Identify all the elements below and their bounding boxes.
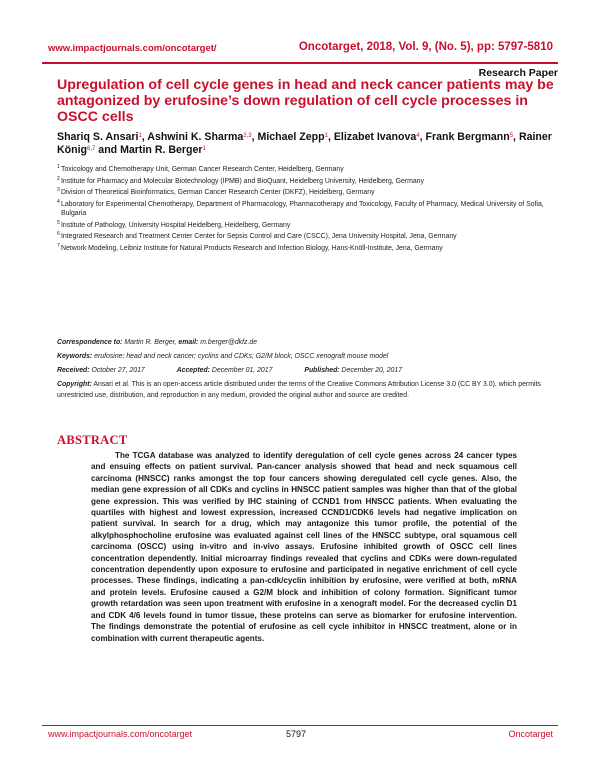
- author-name: Martin R. Berger: [120, 144, 203, 156]
- received-date: October 27, 2017: [91, 367, 145, 374]
- email-label: email:: [178, 339, 199, 346]
- author-name: Rainer König: [57, 131, 552, 156]
- author-list: [57, 131, 555, 157]
- dates-line: [57, 366, 555, 375]
- keywords-line: [57, 352, 555, 361]
- affiliation-number: 2: [57, 175, 60, 182]
- affiliation-text: Institute for Pharmacy and Molecular Biotechnology (IPMB) and BioQuant, Heidelberg University, Heidelberg, Germany: [61, 177, 424, 185]
- affiliation-item: [57, 177, 555, 186]
- affiliation-text: Laboratory for Experimental Chemotherapy, Department of Pharmacology, Pharmacotherapy and Toxicology, Faculty of Pharmacy, Medical University of Sofia, Bulgaria: [61, 200, 544, 218]
- affiliation-text: Institute of Pathology, University Hospital Heidelberg, Heidelberg, Germany: [61, 221, 291, 229]
- affiliation-text: Toxicology and Chemotherapy Unit, German Cancer Research Center, Heidelberg, Germany: [61, 166, 344, 173]
- author-separator: ,: [513, 131, 519, 143]
- author-affiliation-mark: 1: [324, 133, 328, 139]
- article-type-label: Research Paper: [478, 67, 558, 79]
- correspondence-email[interactable]: m.berger@dkfz.de: [200, 339, 258, 346]
- affiliation-item: [57, 221, 555, 230]
- journal-url-header[interactable]: www.impactjournals.com/oncotarget/: [48, 43, 217, 54]
- keywords-text: erufosine; head and neck cancer; cyclins and CDKs; G2/M block; OSCC xenograft mouse model: [94, 353, 389, 360]
- citation-header: Oncotarget, 2018, Vol. 9, (No. 5), pp: 5797-5810: [298, 41, 553, 53]
- author-affiliation-mark: 6,7: [87, 146, 96, 152]
- affiliation-list: [57, 165, 555, 256]
- author-name: Elizabet Ivanova: [333, 131, 417, 143]
- affiliation-item: [57, 232, 555, 241]
- correspondence-line: [57, 338, 555, 347]
- affiliation-number: 3: [57, 187, 60, 194]
- copyright-text: Ansari et al. This is an open-access article distributed under the terms of the Creative Commons Attribution License 3.0 (CC BY 3.0), which permits unrestricted use, distribution, and reproduction in any medium, provided the original author and source are credited.: [57, 381, 541, 399]
- accepted-label: Accepted:: [176, 367, 210, 374]
- author-separator: ,: [419, 131, 426, 143]
- published-date: December 20, 2017: [341, 367, 403, 374]
- author-affiliation-mark: 2,3: [243, 133, 252, 139]
- page-number: 5797: [286, 729, 307, 739]
- affiliation-number: 1: [57, 164, 60, 170]
- author-name: Ashwini K. Sharma: [147, 131, 244, 143]
- keywords-label: Keywords:: [57, 353, 93, 360]
- affiliation-item: [57, 244, 555, 253]
- author-separator: and: [95, 144, 121, 156]
- accepted-date: December 01, 2017: [211, 367, 273, 374]
- affiliation-text: Network Modeling, Leibniz Institute for Natural Products Research and Infection Biology, Hans-Knöll-Institute, Jena, Germany: [61, 244, 443, 252]
- author-affiliation-mark: 5: [509, 133, 514, 139]
- author-affiliation-mark: 4: [416, 133, 420, 139]
- author-name: Frank Bergmann: [425, 131, 510, 143]
- abstract-heading: ABSTRACT: [57, 433, 128, 447]
- received-label: Received:: [57, 367, 90, 374]
- affiliation-number: 6: [57, 231, 60, 238]
- author-separator: ,: [141, 131, 148, 143]
- affiliation-number: 7: [57, 242, 60, 249]
- affiliation-item: [57, 188, 555, 197]
- paper-title: Upregulation of cell cycle genes in head and neck cancer patients may be antagonized by erufosine’s down regulation of cell cycle processes in OSCC cells: [57, 77, 554, 125]
- correspondence-label: Correspondence to:: [57, 339, 123, 346]
- copyright-label: Copyright:: [57, 381, 92, 388]
- affiliation-text: Division of Theoretical Bioinformatics, German Cancer Research Center (DKFZ), Heidelberg, Germany: [61, 189, 375, 197]
- author-name: Shariq S. Ansari: [57, 131, 139, 143]
- author-separator: ,: [251, 131, 258, 143]
- footer-divider: [42, 725, 558, 726]
- author-separator: ,: [327, 131, 334, 143]
- article-metadata: [57, 338, 555, 406]
- affiliation-number: 5: [57, 219, 60, 226]
- author-affiliation-mark: 1: [202, 146, 206, 152]
- abstract-body: The TCGA database was analyzed to identify deregulation of cell cycle genes across 24 cancer types and ensuing effects on patient survival. Pan-cancer analysis showed that head and neck squamous cell carcinoma (HNSCC) ranks amongst the top four cancers showing deregulated cell cycle genes. Also, the median gene expression of all CDKs and cyclins in HNSCC patient samples was higher than that of the global gene expression. This was verified by IHC staining of CCND1 from HNSCC patients. When evaluating the quartiles with highest and lowest expression, increased CCND1/CDK6 levels had negative implication on patient survival. In search for a drug, which may antagonize this tumor profile, the potential of the alkylphosphocholine erufosine was evaluated against cell lines of the HNSCC subtype, oral squamous cell carcinoma (OSCC) using in-vitro and in-vivo assays. Erufosine inhibited growth of OSCC cell lines concentration dependently. Initial microarray findings revealed that cyclins and CDKs were down-regulated concentration dependently upon exposure to erufosine and participated in negative enrichment of cell cycle processes. These findings, indicating a pan-cdk/cyclin inhibition by erufosine, were verified at both, mRNA and protein levels. Erufosine caused a G2/M block and inhibition of colony formation. Significant tumor growth retardation was seen upon treatment with erufosine in a xenograft model. For the decreased cyclin D1 and CDK 4/6 levels found in tumor tissue, these proteins can serve as biomarker for erufosine intervention. The findings demonstrate the potential of erufosine as cell cycle inhibitor in HNSCC treatment, alone or in combination with current therapeutic agents.: [91, 451, 517, 643]
- correspondence-name: Martin R. Berger,: [124, 339, 177, 346]
- published-label: Published:: [304, 367, 340, 374]
- journal-name-footer: Oncotarget: [508, 729, 553, 739]
- author-affiliation-mark: 1: [138, 133, 142, 139]
- affiliation-number: 4: [57, 198, 60, 205]
- affiliation-item: [57, 165, 555, 174]
- affiliation-item: [57, 200, 555, 219]
- journal-url-footer[interactable]: www.impactjournals.com/oncotarget: [48, 729, 193, 739]
- copyright-notice: [57, 380, 555, 401]
- author-name: Michael Zepp: [257, 131, 325, 143]
- affiliation-text: Integrated Research and Treatment Center Center for Sepsis Control and Care (CSCC), Jena University Hospital, Jena, Germany: [61, 233, 457, 241]
- header-divider: [42, 62, 558, 64]
